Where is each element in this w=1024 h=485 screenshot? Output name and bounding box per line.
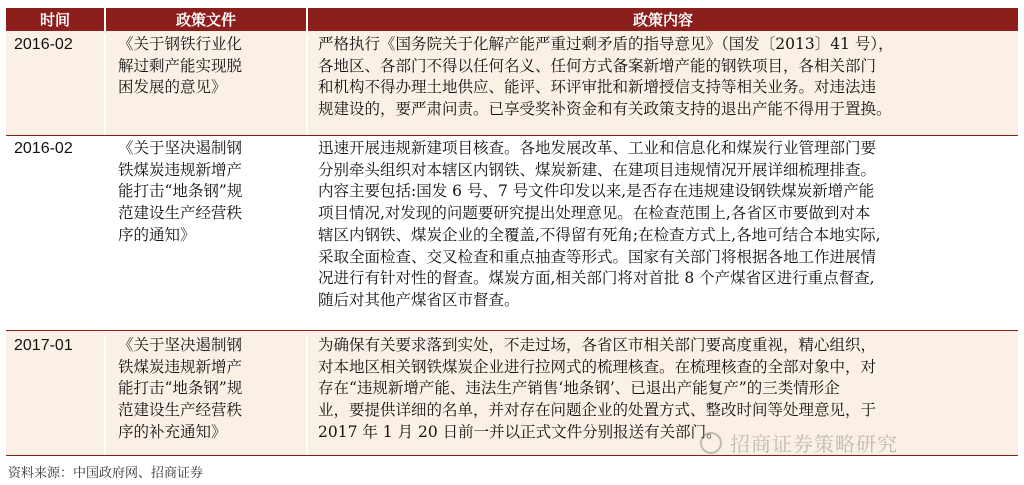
header-time: 时间 <box>39 11 70 29</box>
watermark <box>700 428 898 457</box>
header-document: 政策文件 <box>175 11 236 29</box>
row-content: 严格执行《国务院关于化解产能严重过剩矛盾的指导意见》（国发〔2013〕41 号）， 各地区、各部门不得以任何名义、任何方式备案新增产能的钢铁项目，各相关部门 和机构不得办理土地供应、能评、环评审批和新增授信支持等相关业务。对违法违 规建设的，要严肃问责。已享受奖补资金和有关政策支持的退出产能不得用于置换。 <box>318 35 894 119</box>
watermark-logo-icon <box>700 432 722 454</box>
row-content: 为确保有关要求落到实处，不走过场，各省区市相关部门要高度重视，精心组织， 对本地区相关钢铁煤炭企业进行拉网式的梳理核查。在梳理核查的全部对象中，对 存在“违规新增产能、违法生产销售‘地条钢’、已退出产能复产”的三类情形企 业，要提供详细的名单，并对存在问题企业的处置方式、整改时间等处理意见，于 2017 年 1 月 20 日前一并以正式文件分别报送有关部门。 <box>318 336 877 441</box>
watermark-text: 招商证券策略研究 <box>730 432 898 456</box>
source-note: 资料来源：中国政府网、招商证券 <box>8 466 204 481</box>
policy-table <box>6 8 1018 456</box>
header-content: 政策内容 <box>632 11 693 29</box>
row-content: 迅速开展违规新建项目核查。各地发展改革、工业和信息化和煤炭行业管理部门要 分别牵头组织对本辖区内钢铁、煤炭新建、在建项目违规情况开展详细梳理排查。 内容主要包括:国发 6 号、7 号文件印发以来,是否存在违规建设钢铁煤炭新增产能 项目情况,对发现的问题要研究提出处理意见。在检查范围上,各省区市要做到对本 辖区内钢铁、煤炭企业的全覆盖,不得留有死角;在检查方式上,各地可结合本地实际, 采取全面检查、交叉检查和重点抽查等形式。国家有关部门将根据各地工作进展情 况进行有针对性的督查。煤炭方面,相关部门将对首批 8 个产煤省区进行重点督查, 随后对其他产煤省区市督查。 <box>318 139 881 309</box>
row-date: 2016-02 <box>14 140 73 157</box>
row-document: 《关于坚决遏制钢 铁煤炭违规新增产 能打击“地条钢”规 范建设生产经营秩 序的通知》 <box>118 139 243 244</box>
table-row <box>6 136 1018 330</box>
row-date: 2017-01 <box>14 337 73 354</box>
row-document: 《关于钢铁行业化 解过剩产能实现脱 困发展的意见》 <box>118 35 243 97</box>
row-date: 2016-02 <box>14 36 73 53</box>
row-document: 《关于坚决遏制钢 铁煤炭违规新增产 能打击“地条钢”规 范建设生产经营秩 序的补充通知》 <box>118 336 243 441</box>
table-row <box>6 31 1018 135</box>
table-header <box>6 8 1018 31</box>
